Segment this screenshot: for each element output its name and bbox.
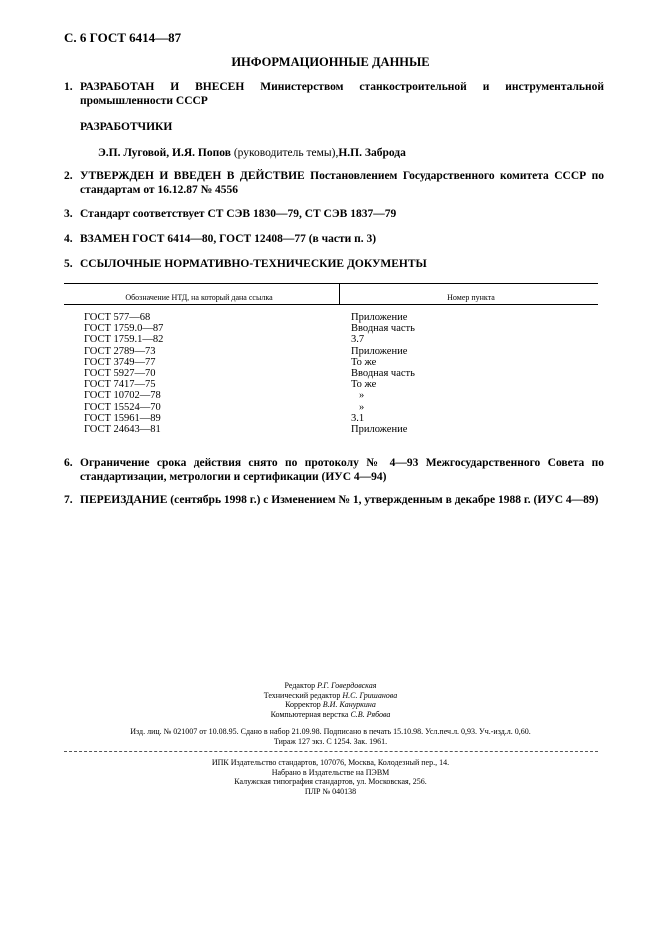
item-number: 1. [64, 81, 73, 93]
table-cell-doc: ГОСТ 2789—73 [84, 345, 156, 357]
table-cell-doc: ГОСТ 5927—70 [84, 367, 156, 379]
publisher-block [0, 758, 661, 796]
publisher-line-4: ПЛР № 040138 [304, 786, 357, 796]
table-cell-doc: ГОСТ 24643—81 [84, 423, 161, 435]
item-text: Министерством станкостроительной и инструментальной промышленности СССР [80, 81, 604, 107]
table-cell-doc: ГОСТ 1759.0—87 [84, 323, 164, 335]
publisher-line-1: ИПК Издательство стандартов, 107076, Москва, Колодезный пер., 14. [211, 758, 450, 767]
footer-divider [64, 751, 598, 752]
item-heading: ССЫЛОЧНЫЕ НОРМАТИВНО-ТЕХНИЧЕСКИЕ ДОКУМЕНТЫ [80, 258, 427, 270]
table-cell-point: 3.7 [351, 334, 365, 346]
item-text: (сентябрь 1998 г.) с Изменением № 1, утвержденным в декабре 1988 г. (ИУС 4—89) [170, 494, 599, 506]
table-cell-point: Приложение [351, 312, 408, 323]
developers-names-2: Н.П. Заброда [338, 147, 406, 159]
table-header-doc: Обозначение НТД, на который дана ссылка [125, 293, 273, 302]
developers-role: (руководитель темы), [233, 147, 339, 159]
item-heading: УТВЕРЖДЕН И ВВЕДЕН В ДЕЙСТВИЕ [80, 170, 305, 182]
developers-label: РАЗРАБОТЧИКИ [80, 121, 173, 133]
table-cell-point: Вводная часть [351, 323, 415, 335]
info-item-7 [64, 494, 604, 508]
table-cell-point: » [359, 390, 365, 402]
item-number: 5. [64, 258, 73, 270]
info-item-3 [64, 208, 604, 222]
table-cell-doc: ГОСТ 10702—78 [84, 390, 161, 402]
table-cell-doc: ГОСТ 15961—89 [84, 412, 161, 424]
info-item-2 [64, 170, 604, 197]
imprint-block [0, 727, 661, 746]
publisher-line-3: Калужская типография стандартов, ул. Московская, 256. [234, 777, 427, 786]
imprint-line-2: Тираж 127 экз. С 1254. Зак. 1961. [273, 736, 388, 746]
table-top-rule [64, 283, 598, 284]
credits-block [0, 681, 661, 719]
table-cell-point: 3.1 [351, 412, 365, 424]
info-item-4 [64, 233, 604, 247]
table-cell-doc: ГОСТ 7417—75 [84, 379, 156, 391]
table-cell-point: Приложение [351, 345, 408, 357]
table-cell-point: » [359, 401, 365, 413]
credit-editor: Редактор Р.Г. Говердовская [284, 681, 377, 690]
developers-names-1: Э.П. Луговой, И.Я. Попов [98, 147, 231, 159]
table-cell-doc: ГОСТ 3749—77 [84, 356, 156, 368]
info-item-5 [64, 258, 604, 272]
imprint-line-1: Изд. лиц. № 021007 от 10.08.95. Сдано в набор 21.09.98. Подписано в печать 15.10.98. Усл.печ.л. 0,93. Уч.-изд.л. 0,60. [130, 727, 531, 736]
table-header-point: Номер пункта [447, 293, 495, 302]
item-number: 3. [64, 208, 73, 220]
item-text: Стандарт соответствует СТ СЭВ 1830—79, СТ СЭВ 1837—79 [80, 208, 397, 220]
table-cell-doc: ГОСТ 577—68 [84, 312, 151, 323]
item-number: 7. [64, 494, 73, 506]
item-number: 4. [64, 233, 73, 245]
credit-layout: Компьютерная верстка С.В. Рябова [270, 709, 391, 719]
item-text: (в части п. 3) [308, 233, 377, 245]
page-header: С. 6 ГОСТ 6414—87 [64, 30, 182, 45]
item-text: Ограничение срока действия снято по протоколу № 4—93 Межгосударственного Совета по стандартизации, метрологии и сертификации (ИУС 4—94) [80, 457, 604, 483]
item-heading: РАЗРАБОТАН И ВНЕСЕН [80, 81, 245, 93]
item-number: 2. [64, 170, 73, 182]
table-column-separator [339, 283, 340, 304]
table-column-docs [84, 312, 163, 435]
info-item-6 [64, 457, 604, 484]
credit-tech-editor: Технический редактор Н.С. Гришанова [263, 690, 398, 700]
page-title: ИНФОРМАЦИОННЫЕ ДАННЫЕ [231, 55, 430, 69]
developers-names [98, 147, 406, 159]
info-item-1 [64, 81, 604, 108]
table-cell-point: То же [351, 356, 377, 368]
item-number: 6. [64, 457, 73, 469]
item-text: Постановлением Государственного комитета СССР по стандартам от 16.12.87 № 4556 [80, 170, 604, 196]
table-cell-point: Приложение [351, 423, 408, 435]
table-cell-doc: ГОСТ 1759.1—82 [84, 334, 164, 346]
table-cell-point: То же [351, 379, 377, 391]
table-column-points [351, 312, 415, 435]
table-header-rule [64, 304, 598, 305]
credit-corrector: Корректор В.И. Кануркина [285, 700, 376, 709]
item-heading: ВЗАМЕН ГОСТ 6414—80, ГОСТ 12408—77 [80, 233, 306, 245]
table-cell-point: Вводная часть [351, 367, 415, 379]
table-cell-doc: ГОСТ 15524—70 [84, 401, 161, 413]
publisher-line-2: Набрано в Издательстве на ПЭВМ [271, 767, 390, 777]
item-heading: ПЕРЕИЗДАНИЕ [80, 494, 168, 506]
